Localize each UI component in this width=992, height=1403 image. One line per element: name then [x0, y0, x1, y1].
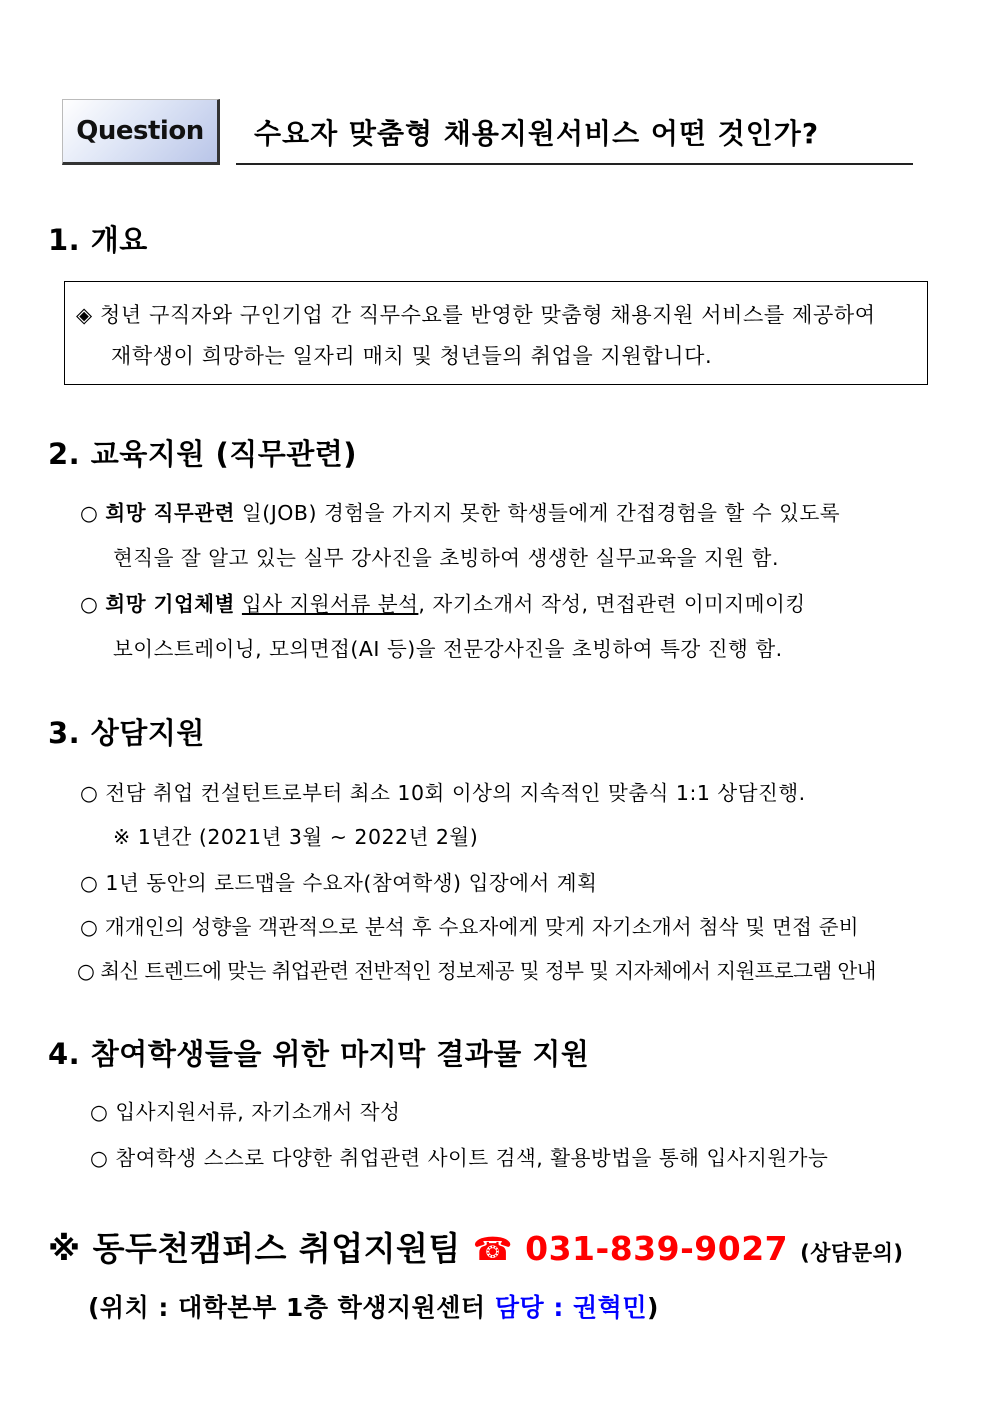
contact-line: [48, 1223, 903, 1270]
circle-bullet-icon: ○: [80, 501, 99, 525]
period-note: ※ 1년간 (2021년 3월 ~ 2022년 2월): [113, 825, 479, 849]
location-text: (위치 : 대학본부 1층 학생지원센터: [88, 1293, 486, 1322]
list-item-continuation: 보이스트레이닝, 모의면접(AI 등)을 전문강사진을 초빙하여 특강 진행 함.: [113, 637, 783, 661]
circle-bullet-icon: ○: [90, 1146, 109, 1170]
inquiry-label: (상담문의): [800, 1241, 904, 1265]
page-title: 수요자 맞춤형 채용지원서비스 어떤 것인가?: [254, 117, 820, 150]
circle-bullet-icon: ○: [80, 915, 99, 939]
circle-bullet-icon: ○: [77, 959, 95, 983]
circle-bullet-icon: ○: [80, 781, 99, 805]
item-text: 참여학생 스스로 다양한 취업관련 사이트 검색, 활용방법을 통해 입사지원가능: [115, 1146, 829, 1170]
title-underline: [236, 163, 913, 165]
phone-number[interactable]: 031-839-9027: [525, 1229, 789, 1268]
item-text: 전담 취업 컨설턴트로부터 최소 10회 이상의 지속적인 맞춤식 1:1 상담진행.: [105, 781, 806, 805]
location-line: [88, 1288, 659, 1324]
list-item: [80, 910, 859, 940]
item-text: 1년 동안의 로드맵을 수요자(참여학생) 입장에서 계획: [105, 871, 598, 895]
list-item: [90, 1095, 400, 1125]
reference-mark: ※: [48, 1229, 81, 1268]
item-text: 개개인의 성향을 객관적으로 분석 후 수요자에게 맞게 자기소개서 첨삭 및 면접 준비: [104, 915, 859, 939]
list-item: [90, 1141, 828, 1171]
manager-text: 담당 : 권혁민: [494, 1293, 647, 1322]
overview-line-1: [76, 299, 876, 329]
item-underlined-text: 입사 지원서류 분석: [241, 592, 419, 616]
item-text: 최신 트렌드에 맞는 취업관련 전반적인 정보제공 및 정부 및 지자체에서 지원프로그램 안내: [100, 959, 876, 983]
list-item: [77, 954, 876, 984]
item-bold-label: 희망 기업체별: [105, 592, 235, 616]
question-label: Question: [76, 116, 204, 146]
list-item: [80, 496, 840, 526]
list-item: [80, 776, 806, 806]
question-badge: [62, 99, 220, 165]
item-text: 일(JOB) 경험을 가지지 못한 학생들에게 간접경험을 할 수 있도록: [234, 501, 841, 525]
item-text: , 자기소개서 작성, 면접관련 이미지메이킹: [418, 592, 806, 616]
item-bold-label: 희망 직무관련: [105, 501, 235, 525]
section-heading-counseling: 3. 상담지원: [48, 716, 205, 750]
circle-bullet-icon: ○: [90, 1100, 109, 1124]
section-heading-final-support: 4. 참여학생들을 위한 마지막 결과물 지원: [48, 1037, 590, 1071]
section-heading-education: 2. 교육지원 (직무관련): [48, 437, 358, 471]
item-text: 입사지원서류, 자기소개서 작성: [115, 1100, 401, 1124]
list-item: [80, 866, 597, 896]
location-close: ): [646, 1293, 659, 1322]
list-item-continuation: 현직을 잘 알고 있는 실무 강사진을 초빙하여 생생한 실무교육을 지원 함.: [113, 546, 779, 570]
circle-bullet-icon: ○: [80, 871, 99, 895]
diamond-bullet-icon: ◈: [76, 303, 93, 327]
circle-bullet-icon: ○: [80, 592, 99, 616]
team-name: 동두천캠퍼스 취업지원팀: [92, 1229, 461, 1268]
overview-line-2: 재학생이 희망하는 일자리 매치 및 청년들의 취업을 지원합니다.: [111, 344, 713, 368]
section-heading-overview: 1. 개요: [48, 223, 148, 257]
telephone-icon: ☎: [472, 1230, 514, 1268]
overview-text-1: 청년 구직자와 구인기업 간 직무수요를 반영한 맞춤형 채용지원 서비스를 제공하여: [100, 303, 876, 327]
list-item: [80, 587, 806, 617]
